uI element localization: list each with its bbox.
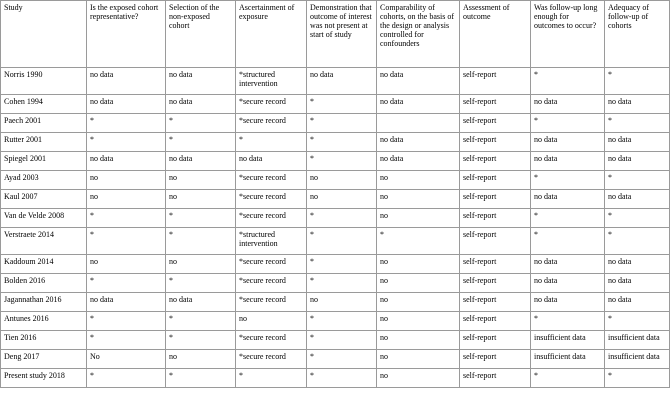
cell-follow-up-long: * [531,171,605,190]
cell-ascertainment: *secure record [236,293,307,312]
cell-outcome-not-present: * [307,312,377,331]
cell-ascertainment: *secure record [236,171,307,190]
cell-selection-non-exposed: no data [166,152,236,171]
cell-follow-up-long: * [531,114,605,133]
cell-follow-up-long: no data [531,152,605,171]
cell-study: Tien 2016 [1,331,87,350]
cell-exposed-representative: * [87,369,166,388]
cell-assessment-outcome: self-report [460,274,531,293]
cell-adequacy-follow-up: no data [605,274,670,293]
cell-outcome-not-present: * [307,152,377,171]
cell-comparability: no [377,350,460,369]
cell-selection-non-exposed: no [166,171,236,190]
cell-exposed-representative: * [87,133,166,152]
cell-follow-up-long: * [531,369,605,388]
table-row [1,95,670,114]
cell-adequacy-follow-up: no data [605,133,670,152]
table-row [1,152,670,171]
cell-ascertainment: * [236,369,307,388]
cell-selection-non-exposed: no data [166,68,236,95]
cell-selection-non-exposed: * [166,209,236,228]
cell-outcome-not-present: no [307,293,377,312]
cell-selection-non-exposed: no data [166,293,236,312]
cell-ascertainment: *structured intervention [236,68,307,95]
cell-exposed-representative: no data [87,293,166,312]
cell-study: Norris 1990 [1,68,87,95]
cell-study: Ayad 2003 [1,171,87,190]
cell-assessment-outcome: self-report [460,228,531,255]
cell-assessment-outcome: self-report [460,68,531,95]
cell-assessment-outcome: self-report [460,312,531,331]
cell-exposed-representative: no data [87,152,166,171]
header-follow-up-long-enough: Was follow-up long enough for outcomes to occur? [531,1,605,68]
cell-comparability: no [377,293,460,312]
cell-assessment-outcome: self-report [460,190,531,209]
cell-adequacy-follow-up: no data [605,190,670,209]
cell-selection-non-exposed: * [166,312,236,331]
cell-ascertainment: *secure record [236,95,307,114]
table-row [1,171,670,190]
cell-comparability: * [377,228,460,255]
cell-exposed-representative: * [87,274,166,293]
cell-comparability: no [377,255,460,274]
cell-assessment-outcome: self-report [460,209,531,228]
cell-study: Antunes 2016 [1,312,87,331]
cell-comparability: no [377,369,460,388]
cell-follow-up-long: insufficient data [531,331,605,350]
cell-adequacy-follow-up: no data [605,293,670,312]
table-row [1,312,670,331]
cell-adequacy-follow-up: * [605,68,670,95]
cell-ascertainment: *secure record [236,350,307,369]
table-header-row [1,1,670,68]
cell-exposed-representative: * [87,228,166,255]
cell-exposed-representative: no [87,255,166,274]
table-row [1,209,670,228]
cell-ascertainment: no [236,312,307,331]
cell-ascertainment: * [236,133,307,152]
cell-follow-up-long: no data [531,255,605,274]
table-row [1,68,670,95]
cell-assessment-outcome: self-report [460,255,531,274]
cell-assessment-outcome: self-report [460,369,531,388]
cell-selection-non-exposed: no [166,255,236,274]
cell-ascertainment: *secure record [236,114,307,133]
header-study: Study [1,1,87,68]
cell-comparability: no data [377,152,460,171]
cell-study: Verstraete 2014 [1,228,87,255]
cell-follow-up-long: no data [531,133,605,152]
cell-adequacy-follow-up: * [605,171,670,190]
cell-ascertainment: *secure record [236,190,307,209]
cell-assessment-outcome: self-report [460,171,531,190]
table-row [1,293,670,312]
cell-comparability: no data [377,95,460,114]
cell-exposed-representative: * [87,114,166,133]
cell-outcome-not-present: * [307,274,377,293]
cell-follow-up-long: * [531,228,605,255]
cell-selection-non-exposed: no [166,350,236,369]
cell-study: Kaddoum 2014 [1,255,87,274]
cell-study: Bolden 2016 [1,274,87,293]
cell-outcome-not-present: * [307,350,377,369]
header-outcome-not-present: Demonstration that outcome of interest was not present at start of study [307,1,377,68]
cell-assessment-outcome: self-report [460,152,531,171]
cell-exposed-representative: no [87,190,166,209]
cell-ascertainment: *secure record [236,255,307,274]
table-row [1,190,670,209]
table-row [1,350,670,369]
cell-comparability: no [377,209,460,228]
cell-selection-non-exposed: * [166,331,236,350]
cell-ascertainment: *secure record [236,274,307,293]
cell-ascertainment: *structured intervention [236,228,307,255]
table-row [1,369,670,388]
cell-ascertainment: no data [236,152,307,171]
table-row [1,274,670,293]
cell-adequacy-follow-up: no data [605,152,670,171]
header-adequacy-follow-up: Adequacy of follow-up of cohorts [605,1,670,68]
header-exposed-cohort-representative: Is the exposed cohort representative? [87,1,166,68]
cell-outcome-not-present: no data [307,68,377,95]
header-comparability: Comparability of cohorts, on the basis of the design or analysis controlled for confounders [377,1,460,68]
header-ascertainment-exposure: Ascertainment of exposure [236,1,307,68]
cell-selection-non-exposed: * [166,133,236,152]
cell-exposed-representative: No [87,350,166,369]
cell-exposed-representative: no [87,171,166,190]
cell-comparability: no [377,274,460,293]
cell-selection-non-exposed: no [166,190,236,209]
cell-selection-non-exposed: * [166,274,236,293]
cell-adequacy-follow-up: * [605,369,670,388]
cell-exposed-representative: * [87,312,166,331]
cell-assessment-outcome: self-report [460,293,531,312]
cell-follow-up-long: no data [531,95,605,114]
cell-study: Paech 2001 [1,114,87,133]
cell-comparability: no [377,190,460,209]
cell-exposed-representative: * [87,331,166,350]
cell-ascertainment: *secure record [236,209,307,228]
cell-outcome-not-present: * [307,228,377,255]
cell-study: Jagannathan 2016 [1,293,87,312]
cell-comparability: no data [377,133,460,152]
cell-follow-up-long: insufficient data [531,350,605,369]
cell-assessment-outcome: self-report [460,331,531,350]
table-row [1,114,670,133]
cell-adequacy-follow-up: no data [605,255,670,274]
cell-study: Cohen 1994 [1,95,87,114]
header-selection-non-exposed: Selection of the non-exposed cohort [166,1,236,68]
cell-follow-up-long: * [531,312,605,331]
cell-assessment-outcome: self-report [460,114,531,133]
cell-comparability: no [377,171,460,190]
cell-outcome-not-present: * [307,114,377,133]
cell-exposed-representative: * [87,209,166,228]
cell-outcome-not-present: * [307,255,377,274]
cell-outcome-not-present: no [307,190,377,209]
cell-comparability: no [377,331,460,350]
cell-study: Kaul 2007 [1,190,87,209]
cell-assessment-outcome: self-report [460,133,531,152]
cell-study: Rutter 2001 [1,133,87,152]
cell-outcome-not-present: no [307,171,377,190]
cell-selection-non-exposed: * [166,369,236,388]
cell-follow-up-long: * [531,209,605,228]
table-row [1,331,670,350]
cell-comparability [377,114,460,133]
cell-follow-up-long: no data [531,274,605,293]
cell-comparability: no [377,312,460,331]
cell-outcome-not-present: * [307,209,377,228]
table-row [1,133,670,152]
cell-outcome-not-present: * [307,95,377,114]
cell-adequacy-follow-up: * [605,114,670,133]
cell-adequacy-follow-up: * [605,209,670,228]
table-row [1,228,670,255]
header-assessment-outcome: Assessment of outcome [460,1,531,68]
cell-selection-non-exposed: * [166,228,236,255]
cell-follow-up-long: no data [531,293,605,312]
cell-assessment-outcome: self-report [460,350,531,369]
cell-follow-up-long: no data [531,190,605,209]
cell-outcome-not-present: * [307,369,377,388]
cell-study: Van de Velde 2008 [1,209,87,228]
cell-adequacy-follow-up: * [605,228,670,255]
cell-adequacy-follow-up: no data [605,95,670,114]
cell-study: Deng 2017 [1,350,87,369]
cell-selection-non-exposed: * [166,114,236,133]
cell-study: Spiegel 2001 [1,152,87,171]
cell-adequacy-follow-up: insufficient data [605,331,670,350]
cell-exposed-representative: no data [87,68,166,95]
cell-study: Present study 2018 [1,369,87,388]
cell-exposed-representative: no data [87,95,166,114]
cell-ascertainment: *secure record [236,331,307,350]
cell-outcome-not-present: * [307,331,377,350]
table-row [1,255,670,274]
cell-follow-up-long: * [531,68,605,95]
cell-adequacy-follow-up: insufficient data [605,350,670,369]
cell-outcome-not-present: * [307,133,377,152]
cell-selection-non-exposed: no data [166,95,236,114]
cell-adequacy-follow-up: * [605,312,670,331]
cell-assessment-outcome: self-report [460,95,531,114]
cell-comparability: no data [377,68,460,95]
